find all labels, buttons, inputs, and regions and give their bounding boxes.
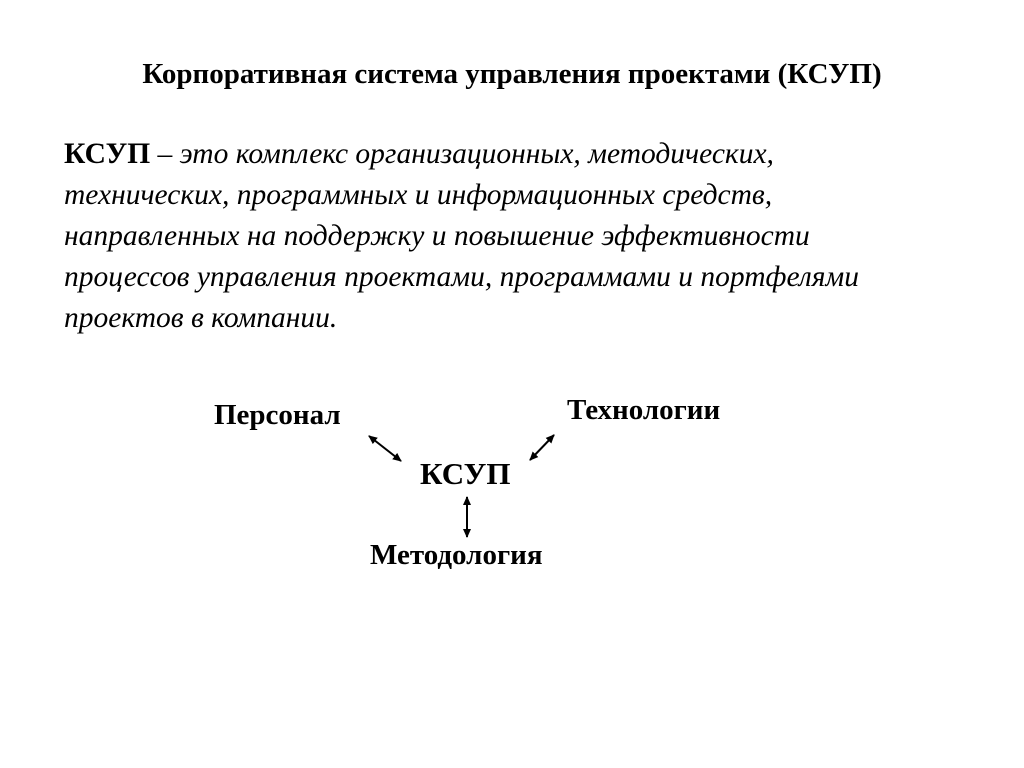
slide-title: Корпоративная система управления проектами (КСУП) [142, 58, 882, 90]
node-center-ksup: КСУП [420, 456, 511, 491]
arrow-personnel-ksup [369, 436, 401, 461]
definition-line: проектов в компании. [64, 302, 338, 334]
node-personnel: Персонал [214, 399, 341, 431]
definition-line [64, 134, 1004, 175]
node-methodology: Методология [370, 539, 543, 571]
definition-paragraph [64, 134, 1004, 339]
definition-line: процессов управления проектами, программами и портфелями [64, 261, 859, 293]
definition-line: технических, программных и информационных средств, [64, 179, 773, 211]
definition-line: направленных на поддержку и повышение эффективности [64, 220, 810, 252]
node-technology: Технологии [567, 394, 721, 426]
definition-text: – это комплекс организационных, методических, [150, 138, 774, 170]
definition-term: КСУП [64, 138, 151, 170]
arrow-technology-ksup [530, 435, 554, 460]
